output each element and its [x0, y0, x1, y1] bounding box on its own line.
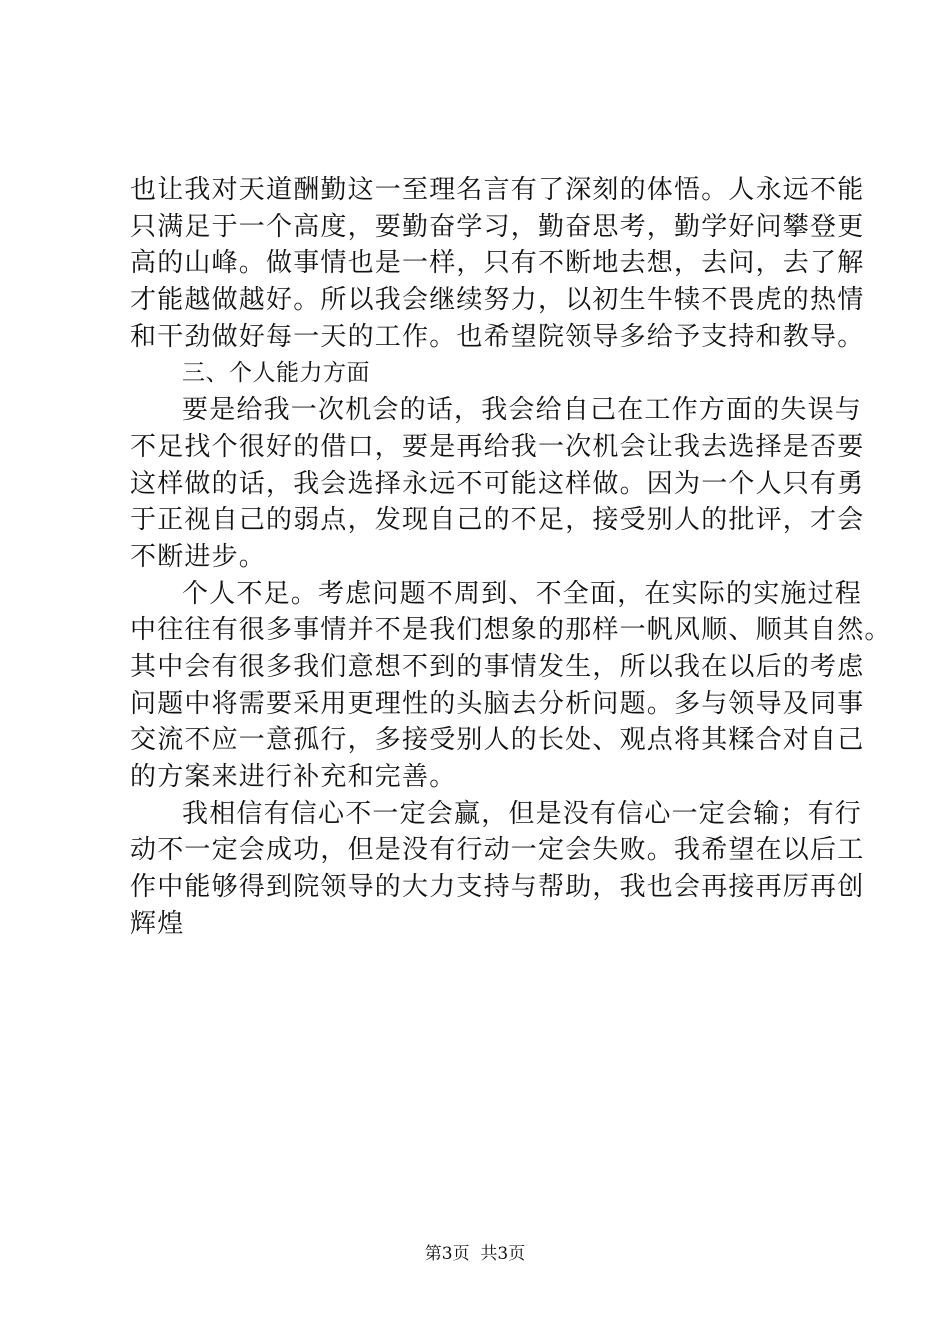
section-heading: 三、个人能力方面 — [182, 360, 370, 387]
text-line: 这样做的话，我会选择永远不可能这样做。因为一个人只有勇 — [130, 468, 865, 499]
text-line: 不足找个很好的借口，要是再给我一次机会让我去选择是否要 — [130, 431, 865, 462]
text-line: 作中能够得到院领导的大力支持与帮助，我也会再接再厉再创 — [130, 872, 865, 903]
text-line: 于正视自己的弱点，发现自己的不足，接受别人的批评，才会 — [130, 505, 865, 536]
text-line: 只满足于一个高度，要勤奋学习，勤奋思考，勤学好问攀登更 — [130, 211, 865, 242]
text-line: 交流不应一意孤行，多接受别人的长处、观点将其糅合对自己 — [130, 725, 865, 756]
page-number: 第3页 共3页 — [424, 1244, 526, 1264]
text-line: 要是给我一次机会的话，我会给自己在工作方面的失误与 — [182, 395, 863, 426]
text-line: 问题中将需要采用更理性的头脑去分析问题。多与领导及同事 — [130, 688, 865, 719]
text-line: 和干劲做好每一天的工作。也希望院领导多给予支持和教导。 — [130, 321, 865, 352]
text-line: 不断进步。 — [130, 541, 267, 572]
text-line: 我相信有信心不一定会赢，但是没有信心一定会输；有行 — [182, 798, 863, 829]
text-line: 辉煌 — [130, 908, 185, 939]
text-line: 动不一定会成功，但是没有行动一定会失败。我希望在以后工 — [130, 835, 865, 866]
text-line: 个人不足。考虑问题不周到、不全面，在实际的实施过程 — [182, 578, 863, 609]
body-text — [130, 172, 892, 942]
text-line: 也让我对天道酬勤这一至理名言有了深刻的体悟。人永远不能 — [130, 175, 865, 205]
text-line: 中往往有很多事情并不是我们想象的那样一帆风顺、顺其自然。 — [130, 615, 892, 646]
text-line: 才能越做越好。所以我会继续努力，以初生牛犊不畏虎的热情 — [130, 285, 865, 316]
text-line: 高的山峰。做事情也是一样，只有不断地去想，去问，去了解 — [130, 248, 865, 279]
text-line: 其中会有很多我们意想不到的事情发生，所以我在以后的考虑 — [130, 651, 865, 682]
text-line: 的方案来进行补充和完善。 — [130, 762, 457, 792]
page-footer — [0, 1243, 950, 1265]
